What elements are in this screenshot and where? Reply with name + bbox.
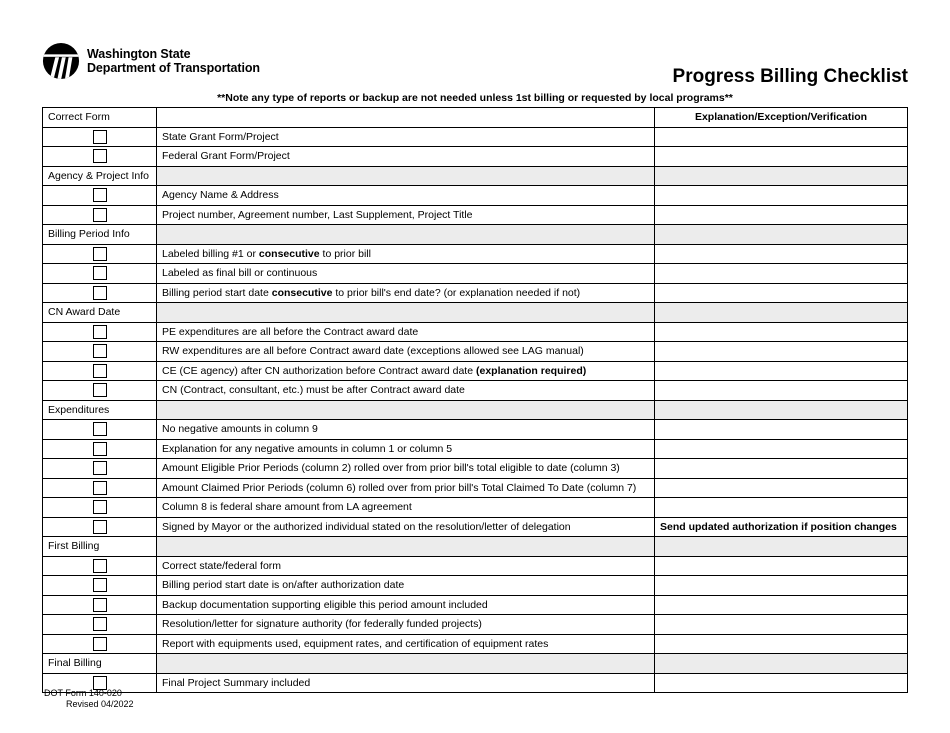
item-text-start: CE (CE agency) after CN authorization before Contract award date [162, 364, 476, 377]
checklist-row [43, 459, 908, 479]
checkbox-cell [43, 478, 157, 498]
section-label: Agency & Project Info [43, 166, 157, 186]
checkbox[interactable] [93, 520, 107, 534]
explanation-cell[interactable] [655, 381, 908, 401]
checkbox[interactable] [93, 481, 107, 495]
checkbox[interactable] [93, 461, 107, 475]
section-row [43, 537, 908, 557]
explanation-column-header: Explanation/Exception/Verification [655, 108, 908, 128]
checklist-row [43, 673, 908, 693]
checklist-row [43, 244, 908, 264]
checklist-item-text: RW expenditures are all before Contract award date (exceptions allowed see LAG manual) [157, 342, 655, 362]
checkbox-cell [43, 498, 157, 518]
explanation-cell[interactable] [655, 205, 908, 225]
checklist-row [43, 595, 908, 615]
checklist-item-text: Backup documentation supporting eligible this period amount included [157, 595, 655, 615]
org-name [87, 47, 260, 75]
section-spacer [655, 654, 908, 674]
section-spacer [655, 303, 908, 323]
section-spacer [655, 400, 908, 420]
checkbox-cell [43, 264, 157, 284]
checkbox-cell [43, 459, 157, 479]
explanation-cell[interactable] [655, 615, 908, 635]
explanation-cell[interactable] [655, 439, 908, 459]
section-spacer [157, 166, 655, 186]
checklist-table [42, 107, 908, 693]
checkbox-cell [43, 439, 157, 459]
checkbox-cell [43, 576, 157, 596]
explanation-cell[interactable] [655, 264, 908, 284]
checklist-item-text: Final Project Summary included [157, 673, 655, 693]
checkbox[interactable] [93, 422, 107, 436]
checklist-item-text [157, 244, 655, 264]
checklist-row [43, 283, 908, 303]
checklist-item-text: No negative amounts in column 9 [157, 420, 655, 440]
checklist-item-text: Report with equipments used, equipment rates, and certification of equipment rates [157, 634, 655, 654]
item-text-end: to prior bill [319, 247, 371, 260]
checklist-row [43, 634, 908, 654]
checklist-row [43, 498, 908, 518]
checkbox[interactable] [93, 266, 107, 280]
form-number: DOT Form 140-020 [44, 688, 122, 698]
checkbox[interactable] [93, 149, 107, 163]
checkbox-cell [43, 342, 157, 362]
section-row [43, 654, 908, 674]
checklist-row [43, 186, 908, 206]
checkbox[interactable] [93, 247, 107, 261]
section-spacer [157, 225, 655, 245]
checklist-row [43, 439, 908, 459]
checklist-item-text: State Grant Form/Project [157, 127, 655, 147]
checklist-row [43, 420, 908, 440]
explanation-cell[interactable] [655, 147, 908, 167]
explanation-cell[interactable] [655, 459, 908, 479]
checklist-row [43, 615, 908, 635]
checkbox[interactable] [93, 383, 107, 397]
section-spacer [157, 303, 655, 323]
section-row [43, 225, 908, 245]
wsdot-logo-icon [42, 42, 80, 80]
explanation-cell[interactable] [655, 498, 908, 518]
section-label: First Billing [43, 537, 157, 557]
explanation-cell[interactable] [655, 576, 908, 596]
explanation-cell[interactable] [655, 342, 908, 362]
checklist-row [43, 478, 908, 498]
checklist-row [43, 205, 908, 225]
section-spacer [655, 537, 908, 557]
explanation-cell[interactable]: Send updated authorization if position changes [655, 517, 908, 537]
section-row [43, 166, 908, 186]
checkbox-cell [43, 615, 157, 635]
checkbox-cell [43, 186, 157, 206]
explanation-cell[interactable] [655, 556, 908, 576]
item-text-start: Labeled billing #1 or [162, 247, 259, 260]
checkbox[interactable] [93, 598, 107, 612]
item-text-emphasis: consecutive [271, 286, 333, 299]
section-spacer [157, 537, 655, 557]
checkbox-cell [43, 517, 157, 537]
checkbox[interactable] [93, 130, 107, 144]
checklist-item-text [157, 283, 655, 303]
checkbox[interactable] [93, 344, 107, 358]
section-label: CN Award Date [43, 303, 157, 323]
section-spacer [655, 166, 908, 186]
checklist-row [43, 147, 908, 167]
checkbox[interactable] [93, 188, 107, 202]
wsdot-logo [42, 42, 260, 80]
section-label: Correct Form [43, 108, 157, 128]
checklist-item-text: Billing period start date is on/after authorization date [157, 576, 655, 596]
checklist-row [43, 361, 908, 381]
checkbox-cell [43, 420, 157, 440]
checkbox-cell [43, 147, 157, 167]
checklist-item-text: Correct state/federal form [157, 556, 655, 576]
explanation-cell[interactable] [655, 283, 908, 303]
section-row [43, 108, 908, 128]
checkbox-cell [43, 322, 157, 342]
section-label: Billing Period Info [43, 225, 157, 245]
checkbox-cell [43, 595, 157, 615]
checklist-row [43, 381, 908, 401]
checklist-row [43, 576, 908, 596]
checklist-item-text: Agency Name & Address [157, 186, 655, 206]
checklist-item-text: Column 8 is federal share amount from LA agreement [157, 498, 655, 518]
explanation-cell[interactable] [655, 322, 908, 342]
checkbox[interactable] [93, 208, 107, 222]
explanation-cell[interactable] [655, 361, 908, 381]
form-header [42, 40, 908, 90]
section-spacer [157, 654, 655, 674]
checkbox[interactable] [93, 617, 107, 631]
checkbox-cell [43, 205, 157, 225]
org-line-1: Washington State [87, 47, 191, 61]
checkbox-cell [43, 634, 157, 654]
explanation-cell[interactable] [655, 478, 908, 498]
section-spacer [157, 108, 655, 128]
checkbox[interactable] [93, 364, 107, 378]
org-line-2: Department of Transportation [87, 61, 260, 75]
section-spacer [655, 225, 908, 245]
form-footer [44, 688, 134, 710]
checklist-row [43, 517, 908, 537]
revision-date: Revised 04/2022 [66, 699, 134, 709]
checklist-item-text: PE expenditures are all before the Contract award date [157, 322, 655, 342]
checklist-item-text: Amount Eligible Prior Periods (column 2) rolled over from prior bill's total eligible to date (column 3) [157, 459, 655, 479]
explanation-cell[interactable] [655, 420, 908, 440]
page-title: Progress Billing Checklist [672, 66, 908, 87]
item-text-end: to prior bill's end date? (or explanation needed if not) [332, 286, 581, 299]
explanation-cell[interactable] [655, 127, 908, 147]
checklist-row [43, 556, 908, 576]
checkbox[interactable] [93, 637, 107, 651]
checkbox-cell [43, 127, 157, 147]
checklist-item-text: Explanation for any negative amounts in column 1 or column 5 [157, 439, 655, 459]
checkbox-cell [43, 283, 157, 303]
checklist-item-text [157, 361, 655, 381]
checkbox[interactable] [93, 578, 107, 592]
checklist-item-text: Resolution/letter for signature authority (for federally funded projects) [157, 615, 655, 635]
section-label: Expenditures [43, 400, 157, 420]
instruction-note: **Note any type of reports or backup are not needed unless 1st billing or requested by local programs** [217, 92, 733, 104]
checkbox[interactable] [93, 286, 107, 300]
checklist-item-text: Federal Grant Form/Project [157, 147, 655, 167]
section-row [43, 400, 908, 420]
checklist-item-text: CN (Contract, consultant, etc.) must be after Contract award date [157, 381, 655, 401]
item-text-emphasis: consecutive [258, 247, 320, 260]
checklist-item-text: Amount Claimed Prior Periods (column 6) rolled over from prior bill's Total Claimed To Date (column 7) [157, 478, 655, 498]
explanation-cell[interactable] [655, 244, 908, 264]
checklist-row [43, 127, 908, 147]
explanation-cell[interactable] [655, 186, 908, 206]
item-text-start: Billing period start date [162, 286, 272, 299]
checkbox-cell [43, 361, 157, 381]
checkbox[interactable] [93, 325, 107, 339]
checkbox-cell [43, 244, 157, 264]
checklist-row [43, 322, 908, 342]
checklist-row [43, 264, 908, 284]
checklist-item-text: Project number, Agreement number, Last Supplement, Project Title [157, 205, 655, 225]
checklist-row [43, 342, 908, 362]
explanation-cell[interactable] [655, 634, 908, 654]
item-text-emphasis: (explanation required) [476, 364, 587, 377]
explanation-cell[interactable] [655, 673, 908, 693]
checkbox[interactable] [93, 442, 107, 456]
explanation-cell[interactable] [655, 595, 908, 615]
checkbox[interactable] [93, 500, 107, 514]
section-row [43, 303, 908, 323]
checkbox-cell [43, 556, 157, 576]
checklist-item-text: Signed by Mayor or the authorized individual stated on the resolution/letter of delegation [157, 517, 655, 537]
checkbox-cell [43, 381, 157, 401]
section-spacer [157, 400, 655, 420]
checklist-item-text: Labeled as final bill or continuous [157, 264, 655, 284]
checkbox[interactable] [93, 559, 107, 573]
section-label: Final Billing [43, 654, 157, 674]
